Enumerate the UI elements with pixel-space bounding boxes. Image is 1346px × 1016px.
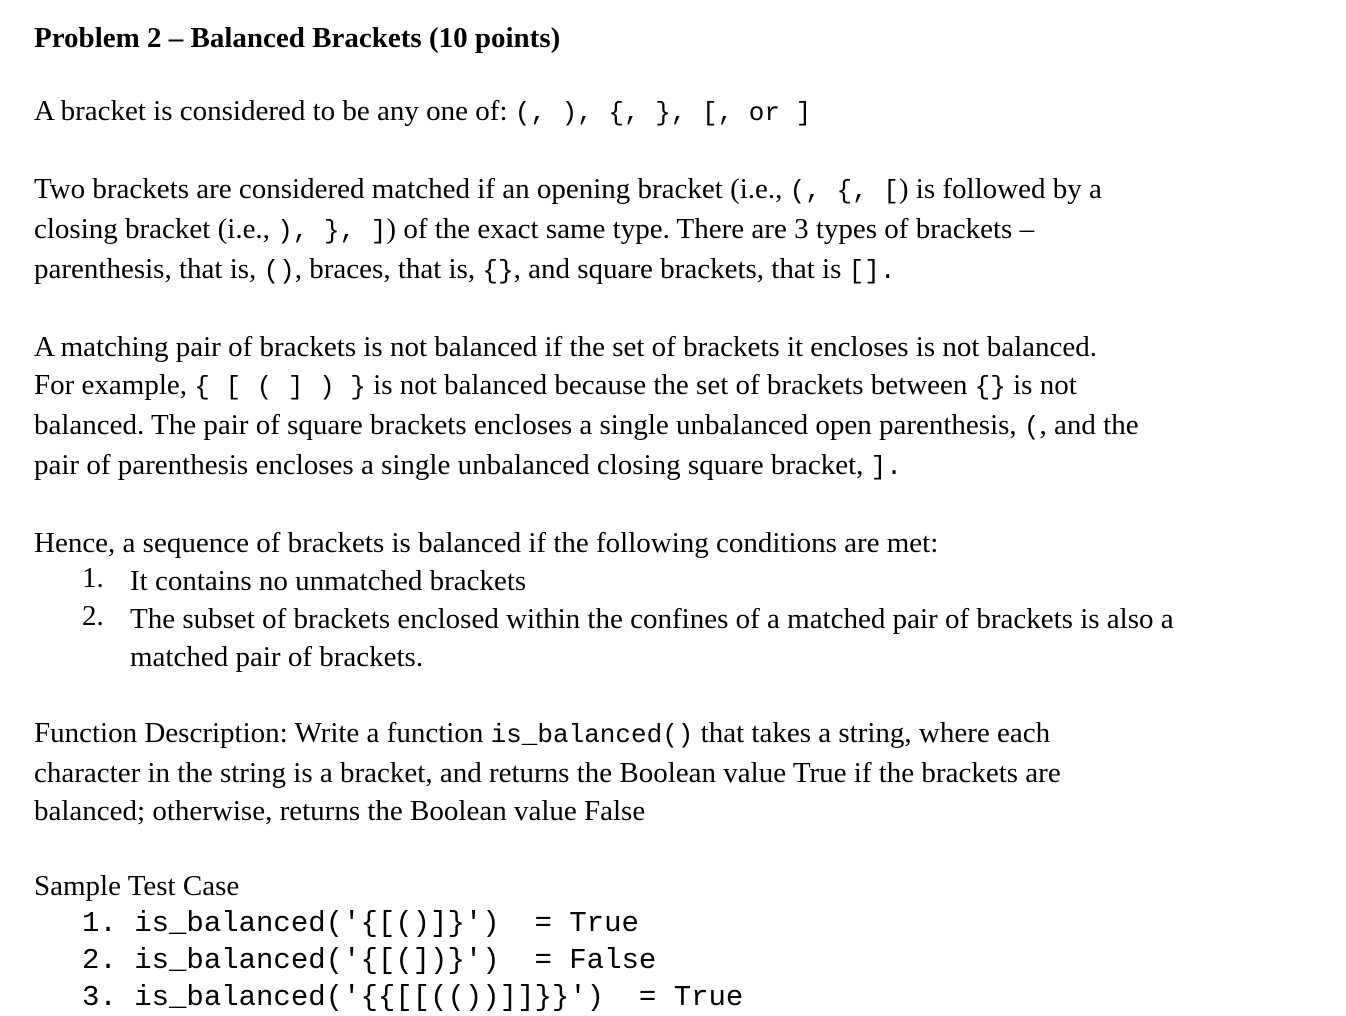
- test-case: 3. is_balanced('{{[[(())]]}}') = True: [82, 981, 744, 1014]
- square-brackets-code: [].: [848, 256, 896, 286]
- braces-code: {}: [482, 256, 514, 286]
- function-name-code: is_balanced(): [490, 720, 694, 750]
- balanced-conditions: Hence, a sequence of brackets is balanced if the following conditions are met: 1. It contains no unmatched brackets 2. The subset of brackets enclosed within the confines of a matched pair of brackets is also a matched pair of brackets.: [34, 524, 1324, 676]
- conditions-list: [34, 562, 1324, 676]
- example-sequence-code: { [ ( ] ) }: [194, 372, 366, 402]
- list-item: 1. It contains no unmatched brackets: [82, 562, 527, 597]
- bracket-list-code: (, ), {, }, [, or ]: [514, 98, 812, 128]
- list-item: 2. The subset of brackets enclosed within the confines of a matched pair of brackets is also a matched pair of brackets.: [82, 600, 1174, 673]
- test-case: 1. is_balanced('{[()]}') = True: [82, 907, 639, 940]
- sample-test-cases: [34, 868, 1324, 1016]
- parenthesis-code: (): [263, 256, 295, 286]
- opening-brackets-code: (, {, [: [789, 176, 899, 206]
- matched-definition: Two brackets are considered matched if an opening bracket (i.e., (, {, [) is followed by a closing bracket (i.e., ), }, ]) of the exact same type. There are 3 types of brackets – parenthesis, that is, (), braces, that is, {}, and square brackets, that is [].: [34, 173, 1102, 286]
- sample-heading: Sample Test Case: [34, 870, 240, 902]
- document-page: [34, 18, 1324, 1016]
- function-description: Function Description: Write a function is_balanced() that takes a string, where each character in the string is a bracket, and returns the Boolean value True if the brackets are balanced; otherwise, returns the Boolean value False: [34, 717, 1061, 827]
- test-case: 2. is_balanced('{[(])}') = False: [82, 944, 657, 977]
- problem-title: Problem 2 – Balanced Brackets (10 points): [34, 22, 561, 54]
- closing-brackets-code: ), }, ]: [277, 216, 387, 246]
- bracket-definition: A bracket is considered to be any one of: (, ), {, }, [, or ]: [34, 95, 812, 128]
- unbalanced-example: A matching pair of brackets is not balanced if the set of brackets it encloses is not balanced. For example, { [ ( ] ) } is not balanced because the set of brackets between {} is not balanced. The pair of square brackets encloses a single unbalanced open parenthesis, (, and the pair of parenthesis encloses a single unbalanced closing square bracket, ].: [34, 331, 1139, 482]
